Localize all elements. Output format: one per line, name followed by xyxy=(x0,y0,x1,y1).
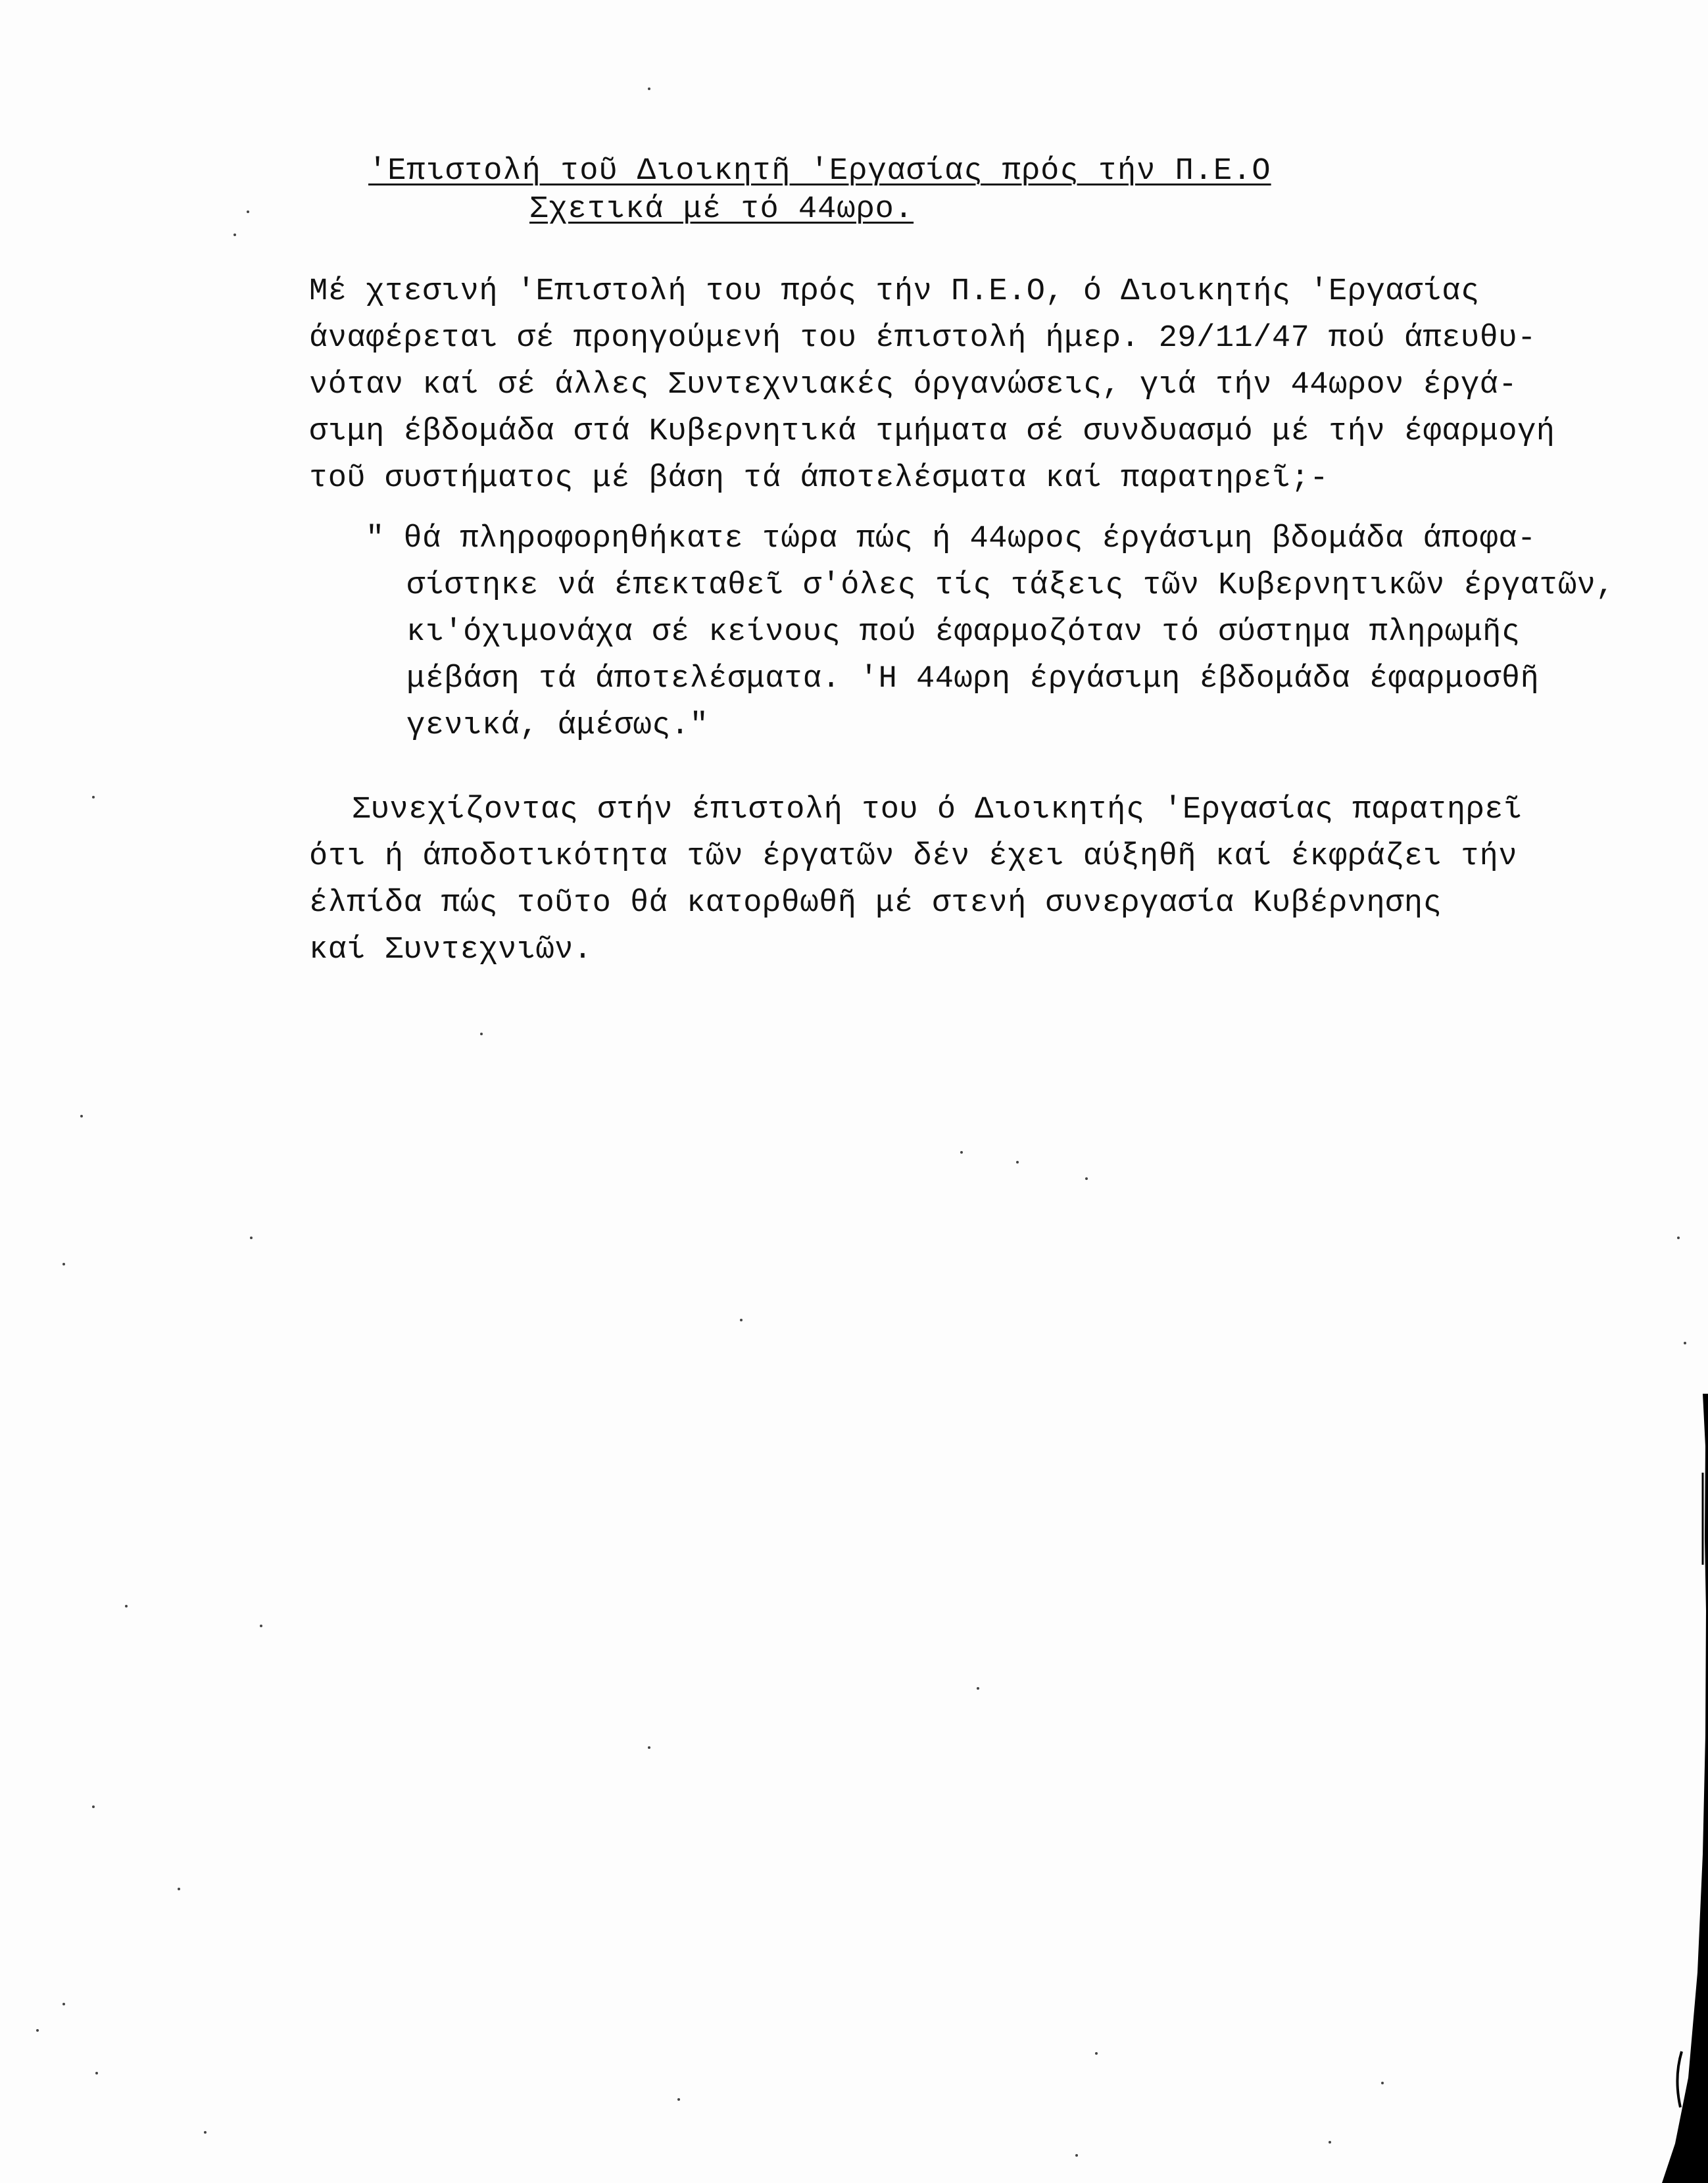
scan-speck xyxy=(1677,1237,1680,1239)
scan-speck xyxy=(80,1115,83,1117)
scan-speck xyxy=(977,1687,979,1690)
paragraph-1 xyxy=(309,268,1555,502)
paragraph-2 xyxy=(309,787,1523,973)
scan-speck xyxy=(92,796,95,798)
paragraph-1-line: νόταν καί σέ άλλες Συντεχνιακές όργανώσεις, γιά τήν 44ωρον έργά- xyxy=(309,368,1518,403)
quote-line: γενικά, άμέσως." xyxy=(406,708,709,743)
scan-speck xyxy=(204,2131,207,2134)
scan-speck xyxy=(960,1151,963,1154)
scan-speck xyxy=(95,2072,98,2074)
scan-speck xyxy=(1329,2141,1331,2144)
scan-speck xyxy=(250,1237,253,1239)
scan-speck xyxy=(648,1746,650,1749)
document-title xyxy=(368,153,1271,229)
scan-speck xyxy=(62,1263,65,1265)
scan-speck xyxy=(1095,2052,1098,2055)
scan-speck xyxy=(677,2098,680,2101)
scan-speck xyxy=(1085,1177,1088,1180)
quoted-passage xyxy=(368,516,1615,749)
scan-edge-shadow xyxy=(1642,1394,1708,2183)
paragraph-1-line: άναφέρεται σέ προηγούμενή του έπιστολή ήμερ. 29/11/47 πού άπευθυ- xyxy=(309,321,1536,356)
scan-speck xyxy=(480,1033,483,1035)
scan-speck xyxy=(62,2003,65,2005)
scan-speck xyxy=(1016,1161,1019,1164)
scan-speck xyxy=(740,1319,743,1321)
quote-line: κι'όχιμονάχα σέ κείνους πού έφαρμοζόταν τό σύστημα πληρωμῆς xyxy=(406,615,1521,650)
paragraph-1-line: σιμη έβδομάδα στά Κυβερνητικά τμήματα σέ συνδυασμό μέ τήν έφαρμογή xyxy=(309,414,1555,449)
quote-line: σίστηκε νά έπεκταθεῖ σ'όλες τίς τάξεις τῶν Κυβερνητικῶν έργατῶν, xyxy=(406,568,1615,603)
scan-speck xyxy=(648,87,650,90)
paragraph-2-line: ότι ή άποδοτικότητα τῶν έργατῶν δέν έχει αύξηθῆ καί έκφράζει τήν xyxy=(309,839,1518,874)
scan-speck xyxy=(260,1625,262,1627)
scan-speck xyxy=(92,1805,95,1808)
quote-line: μέβάση τά άποτελέσματα. 'Η 44ωρη έργάσιμη έβδομάδα έφαρμοσθῆ xyxy=(406,662,1540,697)
paragraph-2-line: καί Συντεχνιῶν. xyxy=(309,933,593,968)
quote-line: " θά πληροφορηθήκατε τώρα πώς ή 44ωρος έργάσιμη βδομάδα άποφα- xyxy=(366,522,1536,556)
scan-speck xyxy=(125,1605,128,1607)
scan-speck xyxy=(1684,1342,1686,1344)
scan-speck xyxy=(36,2029,39,2032)
paragraph-2-line: έλπίδα πώς τοῦτο θά κατορθωθῆ μέ στενή συνεργασία Κυβέρνησης xyxy=(309,886,1442,921)
scan-speck xyxy=(1075,2154,1078,2157)
scan-speck xyxy=(233,233,236,236)
title-line-1: 'Επιστολή τοῦ Διοικητῆ 'Εργασίας πρός τήν Π.Ε.Ο xyxy=(368,154,1271,189)
paragraph-2-line: Συνεχίζοντας στήν έπιστολή του ό Διοικητής 'Εργασίας παρατηρεῖ xyxy=(352,793,1523,827)
title-line-2: Σχετικά μέ τό 44ωρο. xyxy=(529,192,914,227)
paragraph-1-line: τοῦ συστήματος μέ βάση τά άποτελέσματα καί παρατηρεῖ;- xyxy=(309,461,1329,496)
paragraph-1-line: Μέ χτεσινή 'Επιστολή του πρός τήν Π.Ε.Ο, ό Διοικητής 'Εργασίας xyxy=(309,274,1480,309)
scan-speck xyxy=(1381,2082,1384,2084)
scan-speck xyxy=(247,210,249,213)
scan-speck xyxy=(178,1888,180,1890)
